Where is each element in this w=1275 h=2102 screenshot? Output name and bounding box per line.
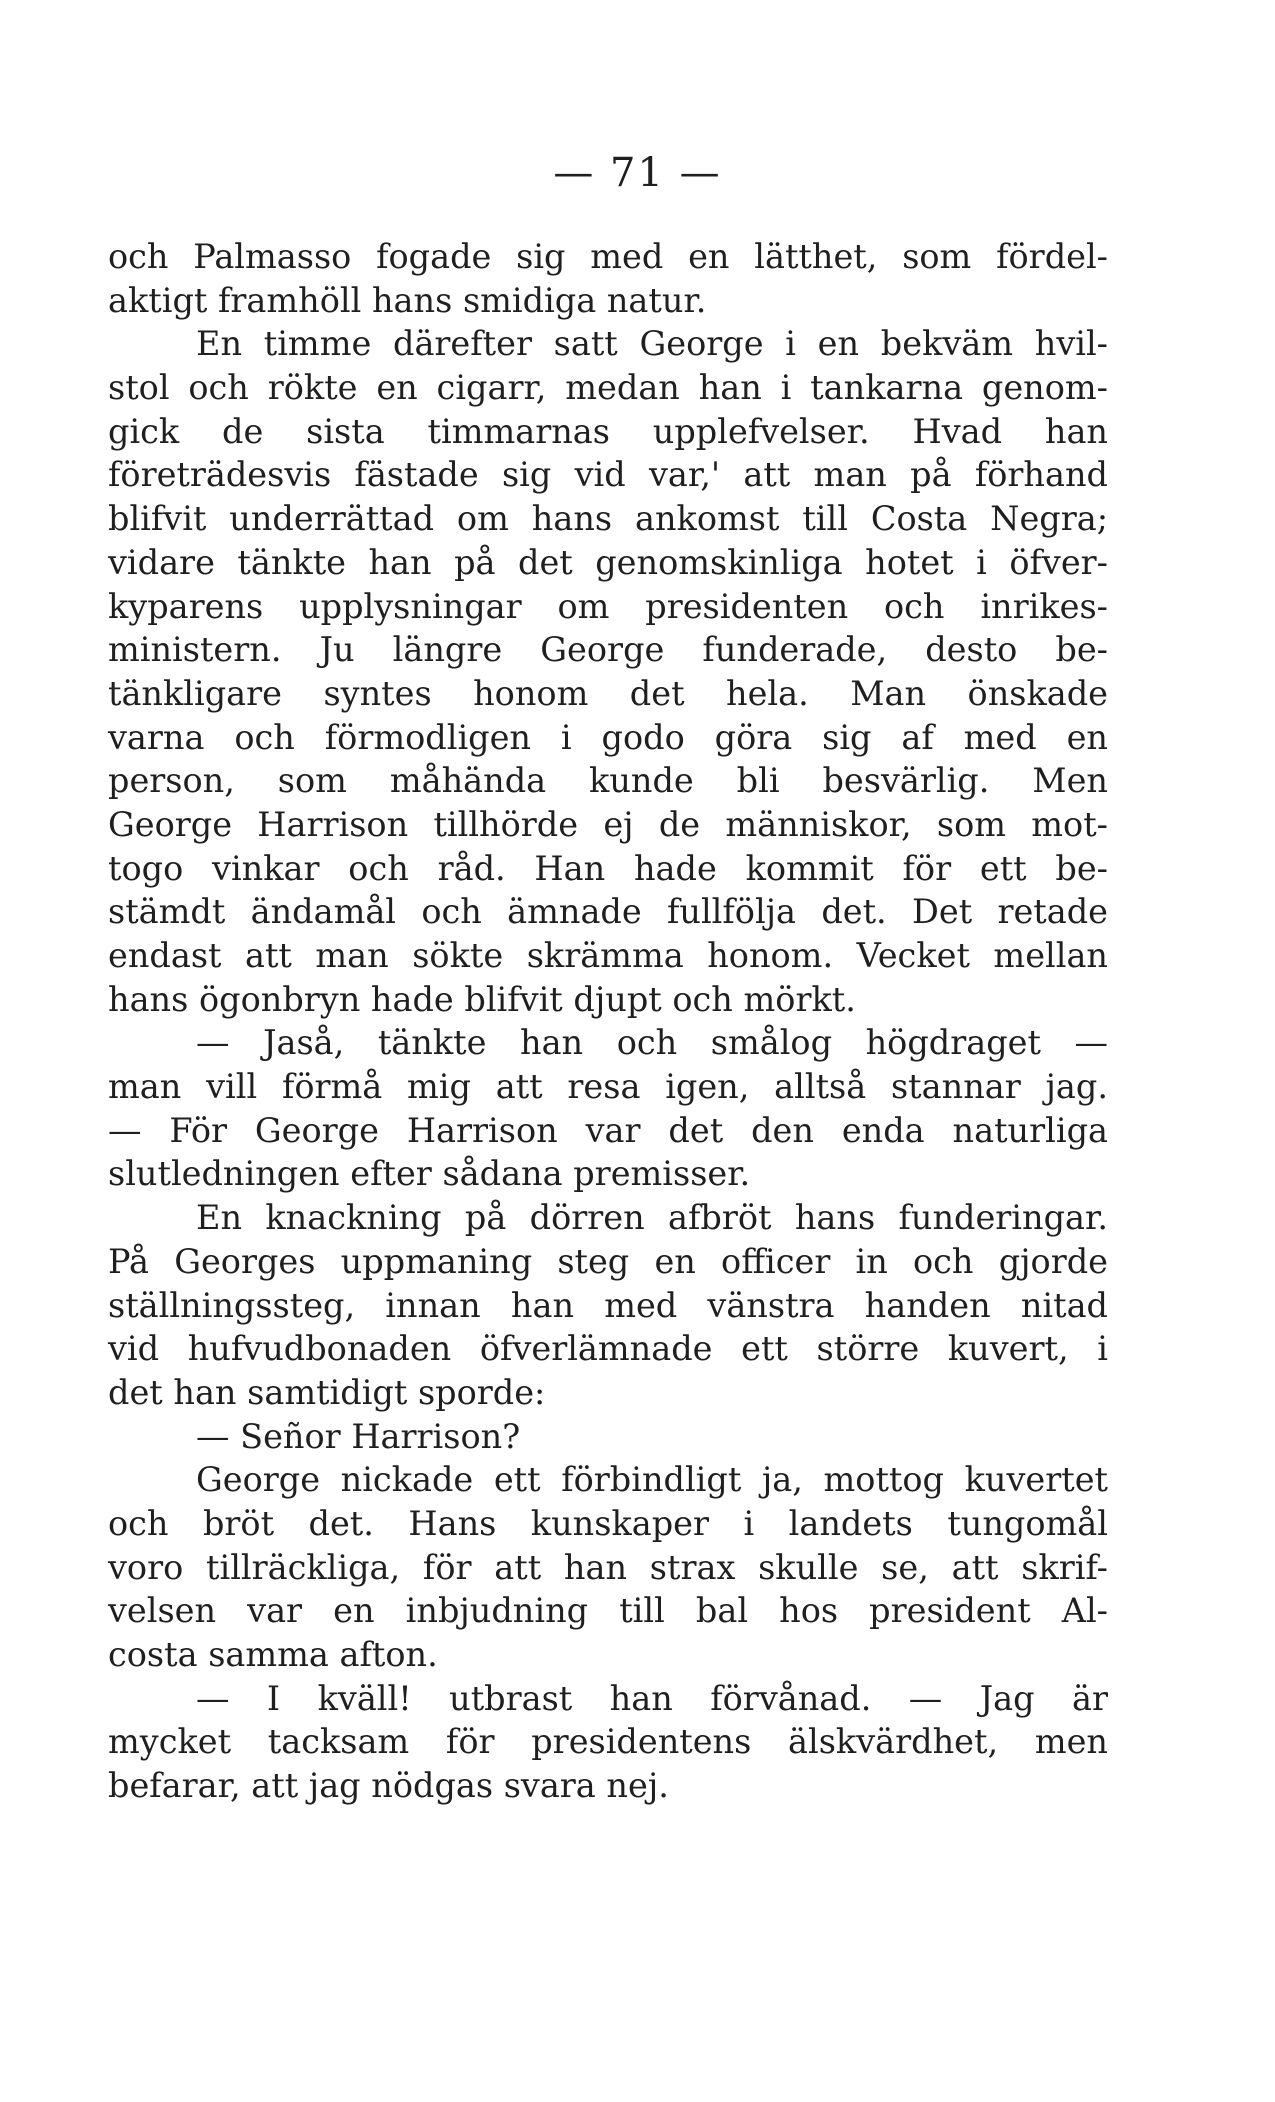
text-line: — För George Harrison var det den enda naturliga — [108, 1110, 1108, 1150]
text-line: vid hufvudbonaden öfverlämnade ett större kuvert, i — [108, 1329, 1108, 1369]
body-text — [108, 235, 1108, 1808]
text-line: mycket tacksam för presidentens älskvärdhet, men — [108, 1722, 1108, 1762]
text-line: stol och rökte en cigarr, medan han i tankarna genom- — [108, 368, 1108, 408]
page-number: — 71 — — [553, 150, 722, 196]
text-line: befarar, att jag nödgas svara nej. — [108, 1766, 669, 1806]
text-line: — I kväll! utbrast han förvånad. — Jag är — [196, 1678, 1108, 1718]
text-line: blifvit underrättad om hans ankomst till Costa Negra; — [108, 499, 1108, 539]
text-line: det han samtidigt sporde: — [108, 1372, 546, 1412]
text-line: gick de sista timmarnas upplefvelser. Hvad han — [108, 411, 1108, 451]
text-line: man vill förmå mig att resa igen, alltså stannar jag. — [108, 1067, 1108, 1107]
text-line: — Señor Harrison? — [196, 1416, 521, 1456]
text-line: företrädesvis fästade sig vid var,' att man på förhand — [108, 455, 1108, 495]
text-line: och bröt det. Hans kunskaper i landets tungomål — [108, 1503, 1108, 1543]
text-line: vidare tänkte han på det genomskinliga hotet i öfver- — [108, 542, 1108, 582]
text-line: ställningssteg, innan han med vänstra handen nitad — [108, 1285, 1108, 1325]
text-line: stämdt ändamål och ämnade fullfölja det. Det retade — [108, 892, 1108, 932]
text-line: varna och förmodligen i godo göra sig af med en — [108, 717, 1108, 757]
text-line: tänkligare syntes honom det hela. Man önskade — [108, 673, 1108, 713]
text-line: En knackning på dörren afbröt hans funderingar. — [196, 1198, 1108, 1238]
text-line: togo vinkar och råd. Han hade kommit för ett be- — [108, 848, 1108, 888]
text-line: George Harrison tillhörde ej de människor, som mot- — [108, 804, 1108, 844]
text-line: George nickade ett förbindligt ja, mottog kuvertet — [196, 1460, 1108, 1500]
text-line: aktigt framhöll hans smidiga natur. — [108, 280, 707, 320]
text-line: endast att man sökte skrämma honom. Vecket mellan — [108, 936, 1108, 975]
text-line: slutledningen efter sådana premisser. — [108, 1154, 751, 1194]
text-line: person, som måhända kunde bli besvärlig. Men — [108, 761, 1108, 801]
text-line: ministern. Ju längre George funderade, desto be- — [108, 630, 1108, 670]
text-line: och Palmasso fogade sig med en lätthet, som fördel- — [108, 237, 1108, 276]
text-line: — Jaså, tänkte han och smålog högdraget — — [196, 1023, 1108, 1063]
text-line: hans ögonbryn hade blifvit djupt och mörkt. — [108, 979, 856, 1019]
text-line: voro tillräckliga, för att han strax skulle se, att skrif- — [108, 1547, 1108, 1587]
text-line: På Georges uppmaning steg en officer in och gjorde — [108, 1241, 1108, 1281]
text-line: velsen var en inbjudning till bal hos president Al- — [108, 1591, 1108, 1631]
text-line: costa samma afton. — [108, 1635, 438, 1674]
text-line: kyparens upplysningar om presidenten och inrikes- — [108, 586, 1108, 626]
text-line: En timme därefter satt George i en bekväm hvil- — [196, 324, 1108, 364]
